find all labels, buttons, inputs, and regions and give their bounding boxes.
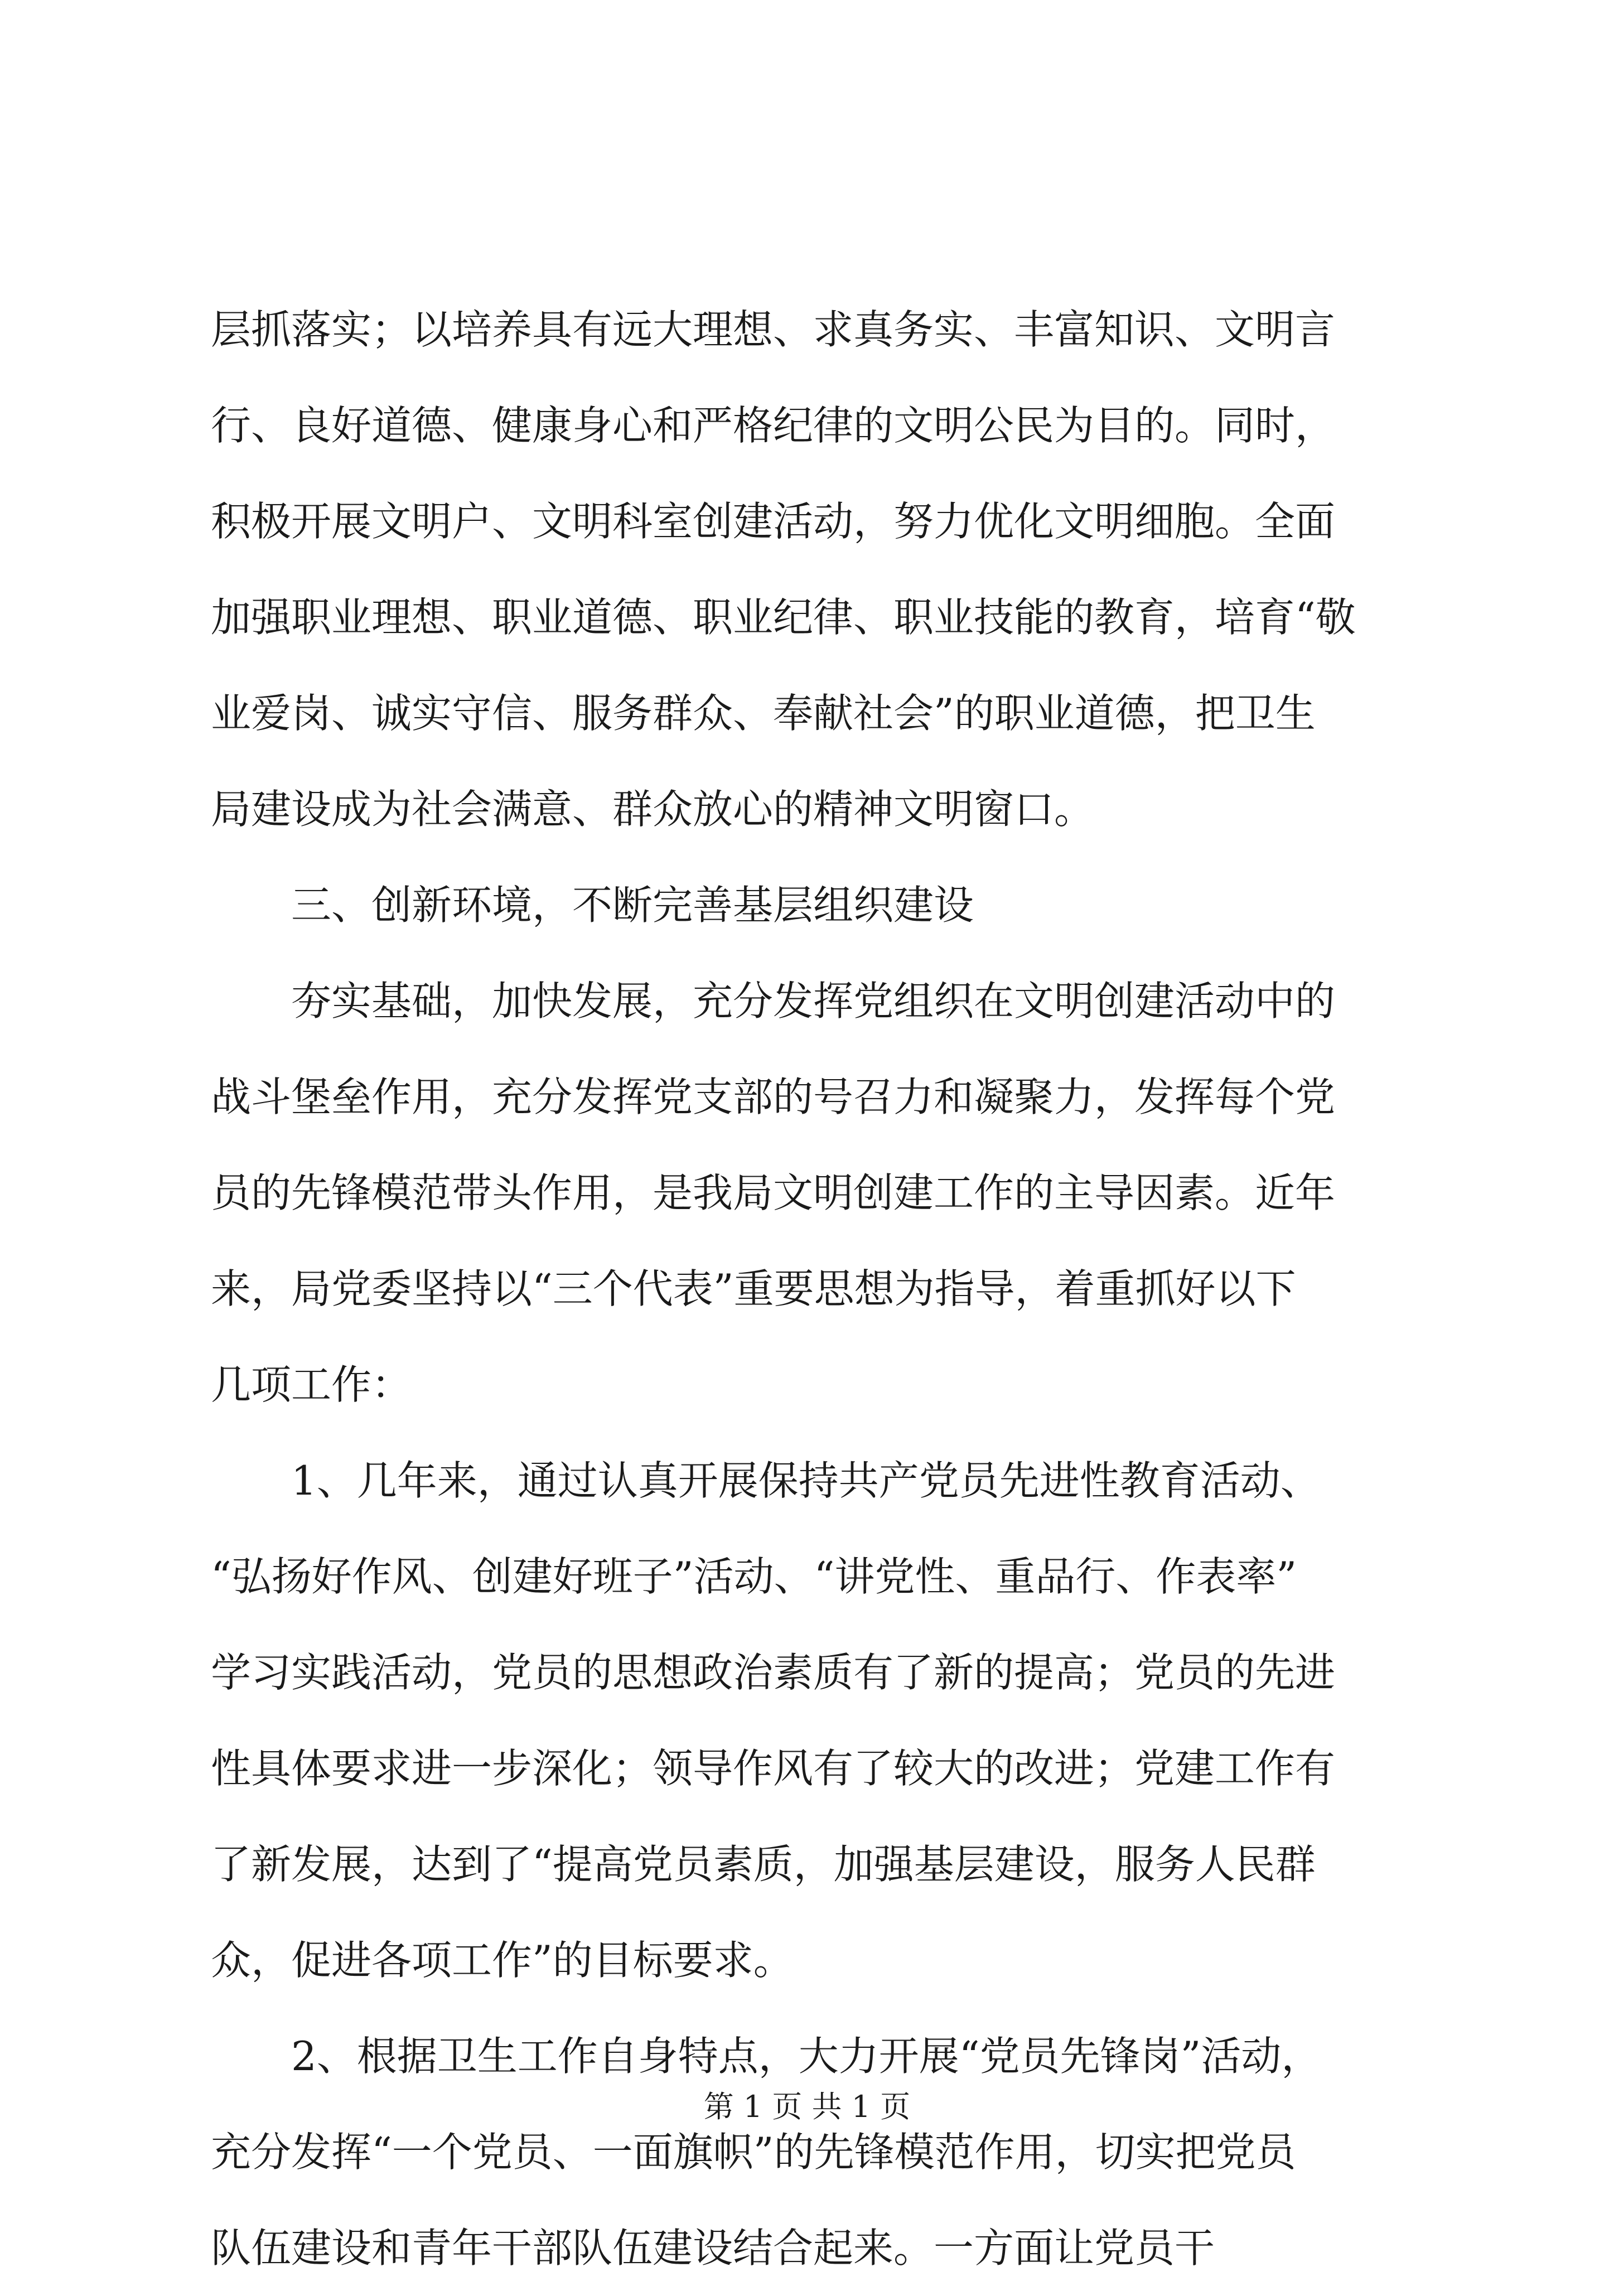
text-line: 层抓落实；以培养具有远大理想、求真务实、丰富知识、文明言	[211, 306, 1336, 353]
text-line: 行、良好道德、健康身心和严格纪律的文明公民为目的。同时，	[211, 402, 1336, 449]
text-line: 几项工作：	[211, 1361, 412, 1408]
text-line: 夯实基础，加快发展，充分发挥党组织在文明创建活动中的	[211, 978, 1336, 1024]
text-line: 局建设成为社会满意、群众放心的精神文明窗口。	[211, 786, 1095, 833]
text-line: 积极开展文明户、文明科室创建活动，努力优化文明细胞。全面	[211, 498, 1336, 545]
text-line: 众，促进各项工作”的目标要求。	[211, 1937, 794, 1984]
text-line: 战斗堡垒作用，充分发挥党支部的号召力和凝聚力，发挥每个党	[211, 1074, 1336, 1120]
page-footer	[0, 2085, 1614, 2129]
text-line: 性具体要求进一步深化；领导作风有了较大的改进；党建工作有	[211, 1745, 1336, 1792]
text-line: 了新发展，达到了“提高党员素质，加强基层建设，服务人民群	[211, 1841, 1316, 1888]
text-line: 2、根据卫生工作自身特点，大力开展“党员先锋岗”活动，	[211, 2033, 1322, 2080]
section-heading: 三、创新环境，不断完善基层组织建设	[211, 882, 974, 929]
text-line: 队伍建设和青年干部队伍建设结合起来。一方面让党员干	[211, 2225, 1215, 2271]
text-line: 充分发挥“一个党员、一面旗帜”的先锋模范作用，切实把党员	[211, 2129, 1296, 2176]
text-line: 业爱岗、诚实守信、服务群众、奉献社会”的职业道德，把卫生	[211, 690, 1316, 737]
text-line: 员的先锋模范带头作用，是我局文明创建工作的主导因素。近年	[211, 1169, 1336, 1216]
page-number-label: 第 1 页 共 1 页	[703, 2089, 911, 2124]
text-line: 来，局党委坚持以“三个代表”重要思想为指导，着重抓好以下	[211, 1265, 1296, 1312]
document-body	[211, 282, 1404, 2296]
text-line: 加强职业理想、职业道德、职业纪律、职业技能的教育，培育“敬	[211, 594, 1356, 641]
text-line: 学习实践活动，党员的思想政治素质有了新的提高；党员的先进	[211, 1649, 1336, 1696]
text-line: “弘扬好作风、创建好班子”活动、“讲党性、重品行、作表率”	[211, 1553, 1297, 1600]
text-line: 1、几年来，通过认真开展保持共产党员先进性教育活动、	[211, 1457, 1321, 1504]
